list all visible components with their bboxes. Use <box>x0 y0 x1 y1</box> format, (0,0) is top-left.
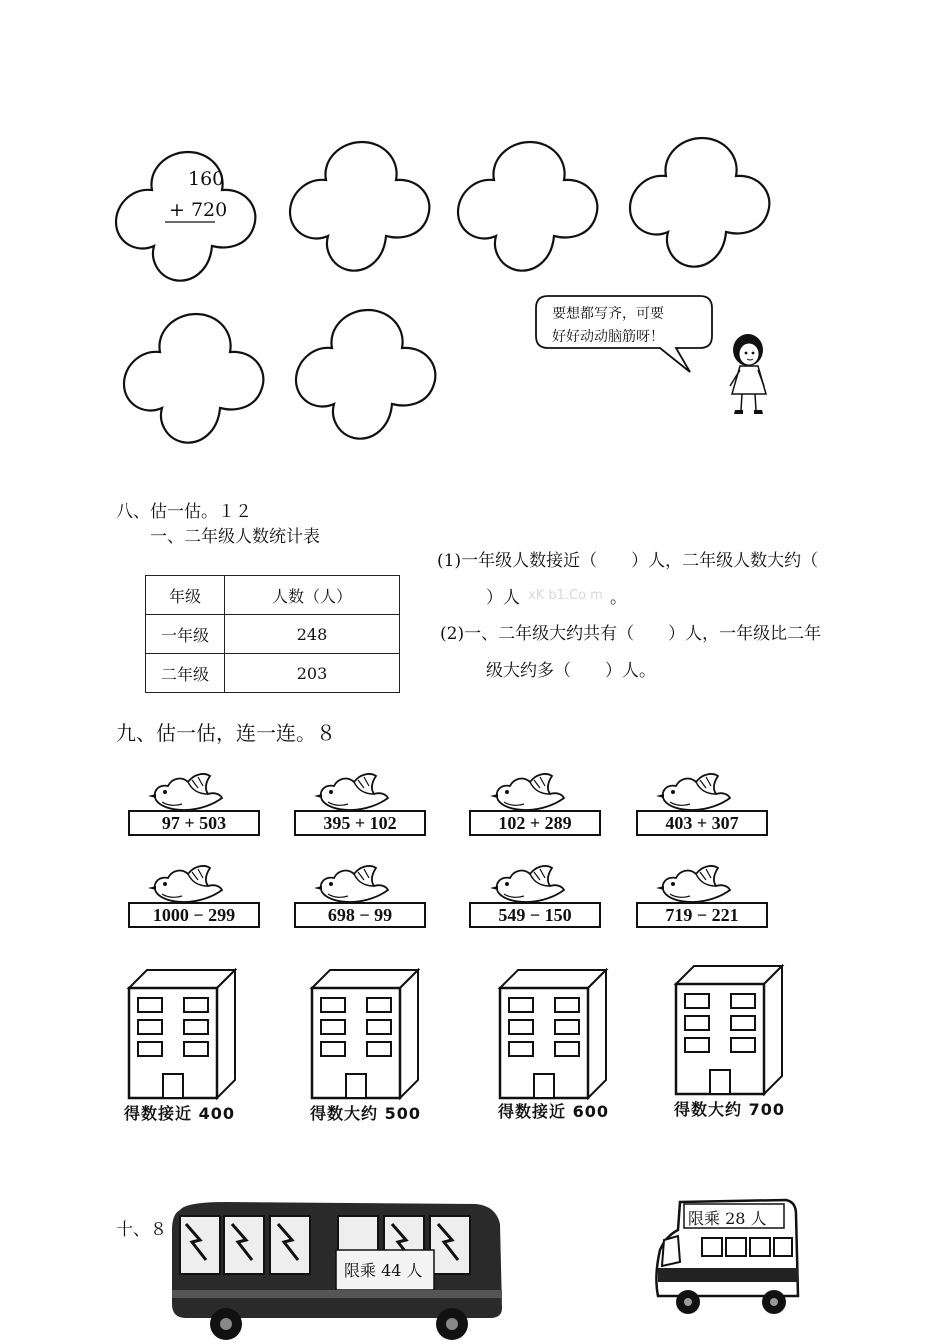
expression-card[interactable]: 403 + 307 <box>636 810 768 836</box>
building-label: 得数大约 700 <box>674 1100 785 1119</box>
expression-card[interactable]: 1000 − 299 <box>128 902 260 928</box>
section-9-title: 九、估一估，连一连。８ <box>116 721 336 745</box>
building-label: 得数大约 500 <box>310 1104 421 1123</box>
bird-icon <box>490 770 570 814</box>
addend-bottom: + 720 <box>169 199 228 221</box>
header-count: 人数（人） <box>225 576 400 615</box>
question-1-line-2: ）人 <box>486 588 520 608</box>
grade-count-table <box>145 575 400 693</box>
building-icon[interactable] <box>500 970 610 1102</box>
bird-icon <box>148 862 228 906</box>
question-2-line-2: 级大约多（ ）人。 <box>486 661 656 681</box>
section-8-title: 八、估一估。１２ <box>116 502 252 522</box>
bubble-line-1: 要想都写齐，可要 <box>552 306 664 322</box>
bubble-line-2: 好好动动脑筋呀！ <box>552 329 664 345</box>
expression-card[interactable]: 102 + 289 <box>469 810 601 836</box>
big-bus-illustration <box>166 1200 506 1340</box>
expression-card[interactable]: 97 + 503 <box>128 810 260 836</box>
building-label: 得数接近 600 <box>498 1102 609 1121</box>
bird-icon <box>656 862 736 906</box>
bird-icon <box>314 770 394 814</box>
building-icon[interactable] <box>129 970 239 1102</box>
expression-card[interactable]: 719 − 221 <box>636 902 768 928</box>
building-icon[interactable] <box>676 966 786 1098</box>
addend-top: 160 <box>188 168 225 190</box>
header-grade: 年级 <box>146 576 225 615</box>
building-icon[interactable] <box>312 970 422 1102</box>
bird-icon <box>656 770 736 814</box>
question-1-end: 。 <box>610 588 627 608</box>
bird-icon <box>148 770 228 814</box>
watermark: xK b1.Co m <box>528 588 603 603</box>
big-bus-capacity: 限乘 44 人 <box>344 1261 423 1280</box>
table-title: 一、二年级人数统计表 <box>150 527 320 547</box>
row-count: 203 <box>225 654 400 693</box>
speech-bubble <box>0 0 950 460</box>
girl-illustration <box>722 330 782 420</box>
table-header-row <box>146 576 400 615</box>
question-2-line-1: (2)一、二年级大约共有（ ）人，一年级比二年 <box>440 624 822 644</box>
section-10-title: 十、８ <box>116 1220 167 1240</box>
bird-icon <box>314 862 394 906</box>
building-label: 得数接近 400 <box>124 1104 235 1123</box>
table-row <box>146 654 400 693</box>
row-grade: 一年级 <box>146 615 225 654</box>
expression-card[interactable]: 698 − 99 <box>294 902 426 928</box>
expression-card[interactable]: 549 − 150 <box>469 902 601 928</box>
row-grade: 二年级 <box>146 654 225 693</box>
row-count: 248 <box>225 615 400 654</box>
table-row <box>146 615 400 654</box>
small-bus-capacity: 限乘 28 人 <box>688 1209 767 1228</box>
bird-icon <box>490 862 570 906</box>
question-1-line-1: (1)一年级人数接近（ ）人，二年级人数大约（ <box>437 551 819 571</box>
expression-card[interactable]: 395 + 102 <box>294 810 426 836</box>
